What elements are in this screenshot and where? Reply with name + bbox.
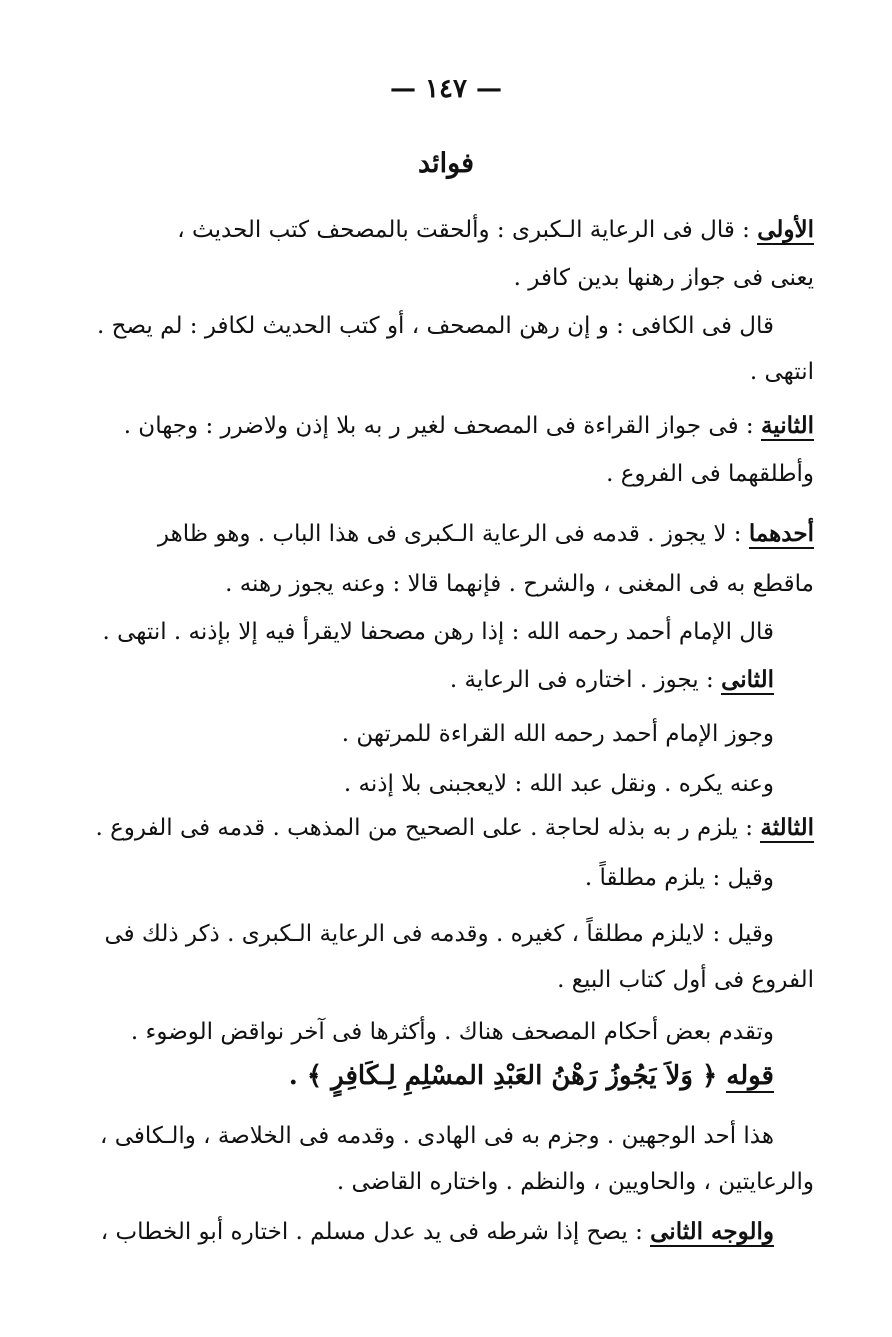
text-line — [34, 810, 814, 846]
text-line — [34, 516, 814, 552]
keyword: الثانى — [721, 666, 774, 693]
text-line — [34, 1058, 774, 1095]
text-line — [34, 860, 774, 896]
text-line — [34, 456, 814, 492]
line-text: وقيل : يلزم مطلقاً . — [584, 865, 774, 891]
line-text: ﴿ وَلاَ يَجُوزُ رَهْنُ العَبْدِ المسْلِمِ لِـكَافِرٍ ﴾ . — [288, 1061, 727, 1091]
text-line — [34, 408, 814, 444]
line-text: وتقدم بعض أحكام المصحف هناك . وأكثرها فى آخر نواقض الوضوء . — [130, 1019, 774, 1045]
line-text: : يصح إذا شرطه فى يد عدل مسلم . اختاره أبو الخطاب ، — [100, 1219, 651, 1245]
text-line — [34, 916, 774, 952]
line-text: ماقطع به فى المغنى ، والشرح . فإنهما قالا : وعنه يجوز رهنه . — [225, 571, 814, 597]
text-line — [34, 1014, 774, 1050]
keyword: الثانية — [760, 412, 814, 439]
line-text: : يلزم ر به بذله لحاجة . على الصحيح من المذهب . قدمه فى الفروع . — [95, 815, 761, 841]
text-line — [34, 566, 814, 602]
line-text: قال فى الكافى : و إن رهن المصحف ، أو كتب الحديث لكافر : لم يصح . — [97, 313, 774, 339]
keyword: الأولى — [757, 216, 814, 243]
line-text: وعنه يكره . ونقل عبد الله : لايعجبنى بلا إذنه . — [343, 771, 774, 797]
line-text: : لا يجوز . قدمه فى الرعاية الـكبرى فى هذا الباب . وهو ظاهر — [157, 521, 749, 547]
line-text: والرعايتين ، والحاويين ، والنظم . واختاره القاضى . — [336, 1169, 814, 1195]
line-text: وقيل : لايلزم مطلقاً ، كغيره . وقدمه فى الرعاية الـكبرى . ذكر ذلك فى — [104, 921, 774, 947]
line-text: يعنى فى جواز رهنها بدين كافر . — [513, 265, 814, 291]
line-text: : فى جواز القراءة فى المصحف لغير ر به بلا إذن ولاضرر : وجهان . — [123, 413, 761, 439]
line-text: انتهى . — [749, 359, 814, 385]
text-line — [34, 716, 774, 752]
text-line — [34, 766, 774, 802]
text-line — [34, 962, 814, 998]
line-text: : قال فى الرعاية الـكبرى : وألحقت بالمصحف كتب الحديث ، — [177, 217, 758, 243]
text-line — [34, 662, 774, 698]
line-text: وأطلقهما فى الفروع . — [606, 461, 814, 487]
keyword: قوله — [726, 1061, 774, 1091]
page-number: — ١٤٧ — — [389, 74, 503, 104]
line-text: : يجوز . اختاره فى الرعاية . — [449, 667, 722, 693]
line-text: هذا أحد الوجهين . وجزم به فى الهادى . وقدمه فى الخلاصة ، والـكافى ، — [100, 1123, 774, 1149]
text-line — [34, 1214, 774, 1250]
text-line — [34, 308, 774, 344]
keyword: أحدهما — [748, 520, 814, 547]
text-line — [34, 1164, 814, 1200]
keyword: الثالثة — [760, 814, 814, 841]
line-text: الفروع فى أول كتاب البيع . — [557, 967, 814, 993]
text-line — [34, 614, 774, 650]
line-text: قال الإمام أحمد رحمه الله : إذا رهن مصحفا لايقرأ فيه إلا بإذنه . انتهى . — [102, 619, 774, 645]
section-title: فوائد — [417, 148, 475, 179]
text-line — [34, 260, 814, 296]
text-line — [34, 212, 814, 248]
text-line — [34, 1118, 774, 1154]
text-line — [34, 354, 814, 390]
keyword: والوجه الثانى — [650, 1218, 774, 1245]
line-text: وجوز الإمام أحمد رحمه الله القراءة للمرتهن . — [341, 721, 774, 747]
